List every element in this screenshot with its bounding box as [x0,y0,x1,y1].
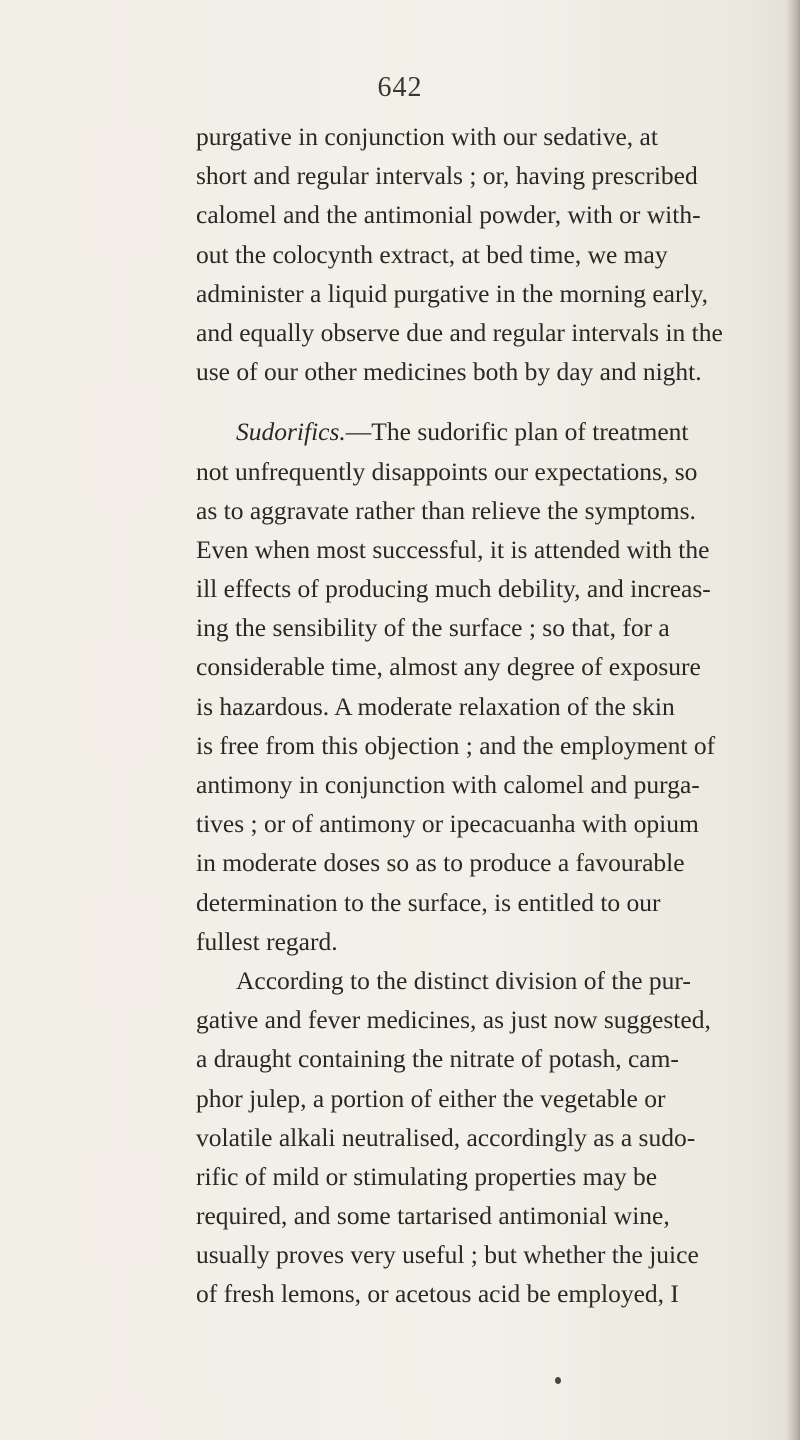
text-line: of fresh lemons, or acetous acid be employed, I [196,1279,679,1309]
text-line: in moderate doses so as to produce a favourable [196,848,685,878]
ink-speck [555,1377,561,1384]
text-line: considerable time, almost any degree of exposure [196,652,701,682]
text-run: —The sudorific plan of treatment [345,417,689,447]
text-line: required, and some tartarised antimonial wine, [196,1201,670,1231]
text-line: usually proves very useful ; but whether the juice [196,1240,699,1270]
text-line: is free from this objection ; and the employment of [196,730,716,760]
text-line: a draught containing the nitrate of potash, cam- [196,1044,679,1074]
text-line: ill effects of producing much debility, and increas- [196,574,711,604]
text-line: calomel and the antimonial powder, with or with- [196,200,701,230]
body-text [196,117,796,1314]
text-line: phor julep, a portion of either the vegetable or [196,1083,666,1113]
text-line: purgative in conjunction with our sedative, at [196,122,658,151]
text-line: fullest regard. [196,926,338,956]
page-number: 642 [377,72,423,103]
text-line: not unfrequently disappoints our expectations, so [196,456,698,486]
text-line: rific of mild or stimulating properties may be [196,1161,658,1191]
text-line: volatile alkali neutralised, accordingly as a sudo- [196,1122,696,1152]
text-line: administer a liquid purgative in the morning early, [196,278,709,308]
text-line: use of our other medicines both by day and night. [196,357,702,387]
text-line: gative and fever medicines, as just now suggested, [196,1005,711,1035]
text-line [196,412,796,451]
text-line: out the colocynth extract, at bed time, we may [196,239,668,269]
text-line: tives ; or of antimony or ipecacuanha with opium [196,809,699,839]
text-line: ing the sensibility of the surface ; so that, for a [196,613,670,643]
section-heading-sudorifics: Sudorifics. [236,417,346,447]
text-line: short and regular intervals ; or, having prescribed [196,161,698,191]
text-line: antimony in conjunction with calomel and purga- [196,770,700,799]
text-line: According to the distinct division of the pur- [236,965,691,995]
text-line: as to aggravate rather than relieve the symptoms. [196,495,696,525]
text-line: is hazardous. A moderate relaxation of the skin [196,691,675,721]
text-line: determination to the surface, is entitled to our [196,887,661,917]
text-line: and equally observe due and regular intervals in the [196,317,723,347]
text-line: Even when most successful, it is attended with the [196,534,710,564]
